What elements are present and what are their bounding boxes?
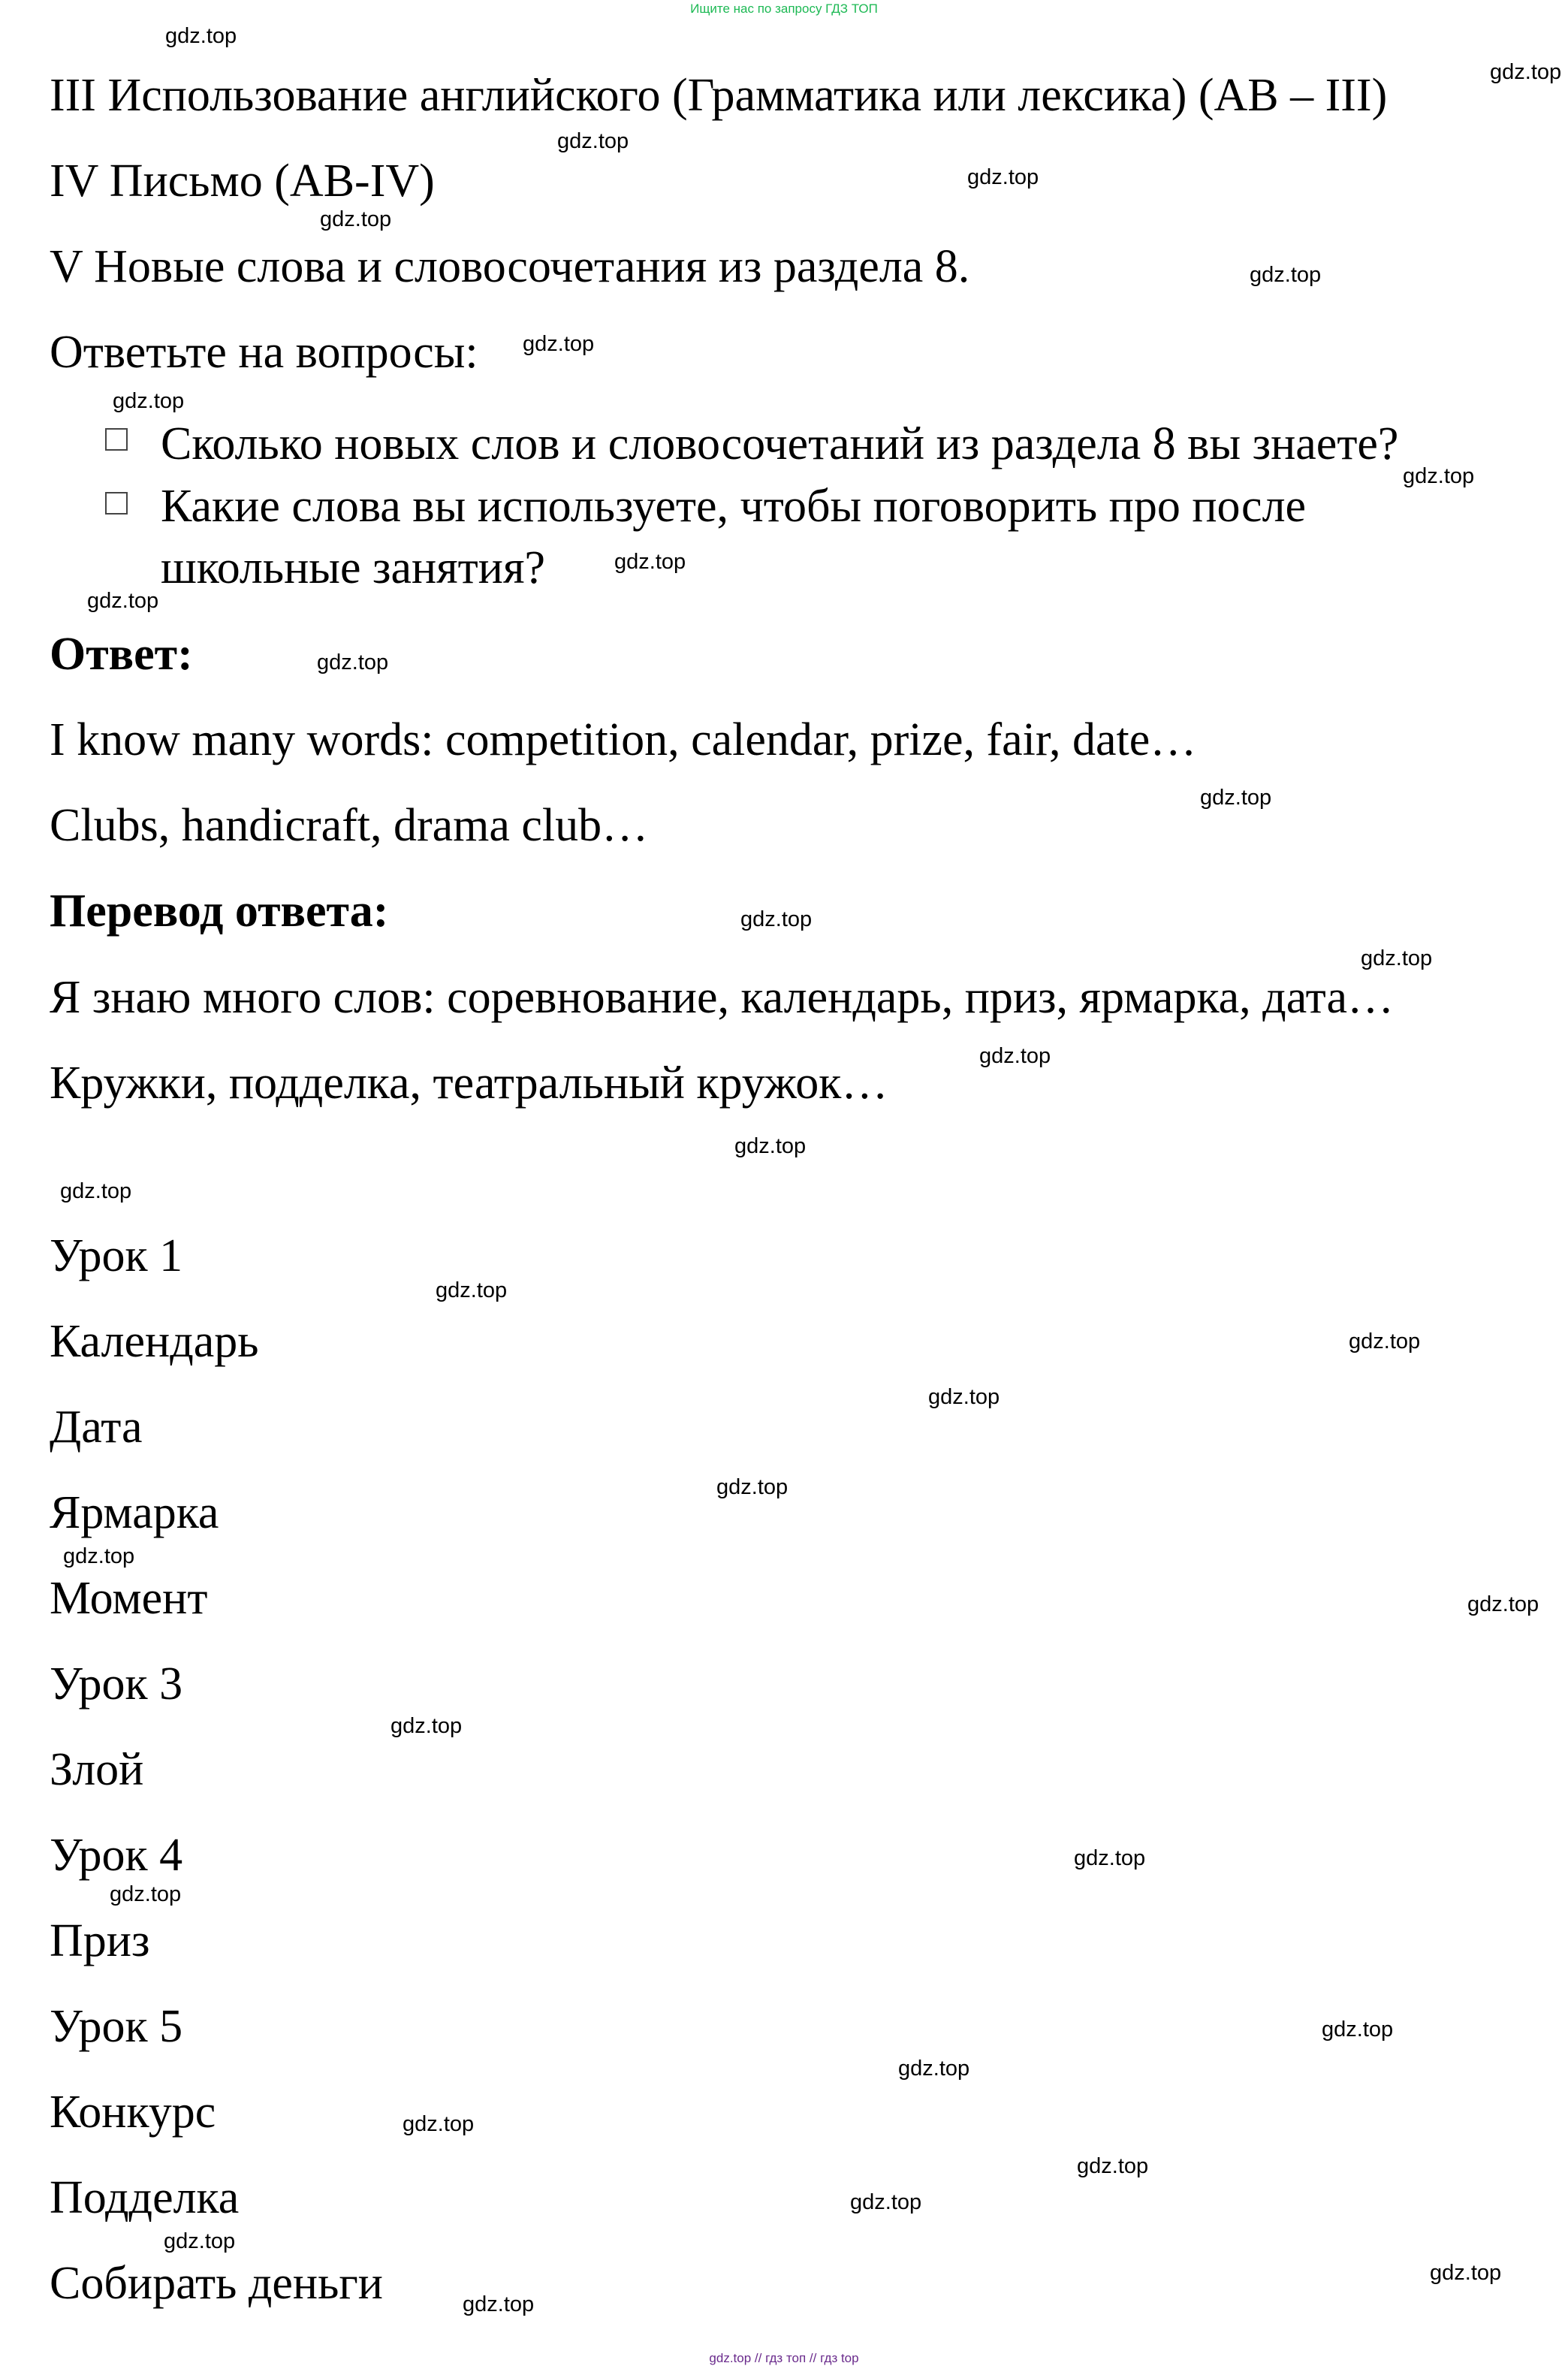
watermark: gdz.top (317, 650, 389, 674)
answer-line-1: I know many words: competition, calendar, prize, fair, date… (50, 714, 1197, 765)
answer-line-2: Clubs, handicraft, drama club… (50, 800, 649, 851)
task-line-4: IV Письмо (AB-IV) (50, 155, 435, 207)
watermark: gdz.top (716, 1475, 789, 1499)
footer: gdz.top // гдз топ // гдз top (709, 2351, 859, 2365)
vocab-item: Злой (50, 1744, 144, 1795)
vocab-item: Урок 1 (50, 1230, 183, 1281)
watermark: gdz.top (165, 24, 237, 48)
question-2: Какие слова вы используете, чтобы поговорить про после (161, 481, 1307, 532)
top-banner: Ищите нас по запросу ГДЗ ТОП (690, 2, 878, 16)
task-line-3: III Использование английского (Грамматика или лексика) (AB – III) (50, 70, 1388, 121)
watermark: gdz.top (1200, 786, 1272, 810)
watermark: gdz.top (63, 1544, 135, 1568)
watermark: gdz.top (1361, 946, 1433, 970)
watermark: gdz.top (320, 207, 392, 231)
watermark: gdz.top (979, 1044, 1051, 1068)
vocab-item: Собирать деньги (50, 2258, 383, 2309)
watermark: gdz.top (403, 2112, 475, 2136)
watermark: gdz.top (1490, 60, 1562, 84)
translation-line-2: Кружки, подделка, театральный кружок… (50, 1058, 888, 1109)
vocab-item: Урок 3 (50, 1658, 183, 1710)
watermark: gdz.top (164, 2229, 236, 2253)
watermark: gdz.top (898, 2057, 970, 2081)
translation-heading: Перевод ответа: (50, 886, 389, 937)
vocab-item: Конкурс (50, 2087, 216, 2138)
watermark: gdz.top (557, 129, 629, 153)
vocab-item: Ярмарка (50, 1487, 219, 1538)
task-line-5: V Новые слова и словосочетания из раздела 8. (50, 241, 970, 292)
checkbox-icon (105, 492, 128, 515)
watermark: gdz.top (740, 907, 813, 931)
watermark: gdz.top (1074, 1846, 1146, 1870)
watermark: gdz.top (928, 1385, 1000, 1409)
vocab-item: Урок 4 (50, 1830, 183, 1881)
vocab-item: Момент (50, 1573, 208, 1624)
watermark: gdz.top (390, 1714, 463, 1738)
watermark: gdz.top (967, 165, 1039, 189)
watermark: gdz.top (87, 589, 159, 613)
watermark: gdz.top (110, 1882, 182, 1906)
vocab-item: Приз (50, 1915, 150, 1966)
question-1: Сколько новых слов и словосочетаний из раздела 8 вы знаете? (161, 418, 1399, 469)
checkbox-icon (105, 428, 128, 451)
watermark: gdz.top (1077, 2154, 1149, 2178)
task-prompt: Ответьте на вопросы: (50, 327, 478, 378)
watermark: gdz.top (1250, 263, 1322, 287)
watermark: gdz.top (1403, 464, 1475, 488)
watermark: gdz.top (734, 1134, 807, 1158)
watermark: gdz.top (1430, 2261, 1502, 2285)
watermark: gdz.top (60, 1179, 132, 1203)
answer-heading: Ответ: (50, 629, 193, 680)
watermark: gdz.top (1467, 1592, 1539, 1616)
watermark: gdz.top (614, 550, 686, 574)
translation-line-1: Я знаю много слов: соревнование, календарь, приз, ярмарка, дата… (50, 972, 1394, 1023)
watermark: gdz.top (523, 332, 595, 356)
question-2-continuation: школьные занятия? (161, 542, 545, 593)
watermark: gdz.top (850, 2190, 922, 2214)
watermark: gdz.top (1349, 1329, 1421, 1353)
watermark: gdz.top (113, 389, 185, 413)
vocab-item: Урок 5 (50, 2001, 183, 2052)
watermark: gdz.top (463, 2292, 535, 2316)
watermark: gdz.top (1322, 2017, 1394, 2042)
vocab-item: Календарь (50, 1316, 259, 1367)
vocab-item: Дата (50, 1402, 143, 1453)
vocab-item: Подделка (50, 2172, 240, 2223)
watermark: gdz.top (436, 1278, 508, 1302)
